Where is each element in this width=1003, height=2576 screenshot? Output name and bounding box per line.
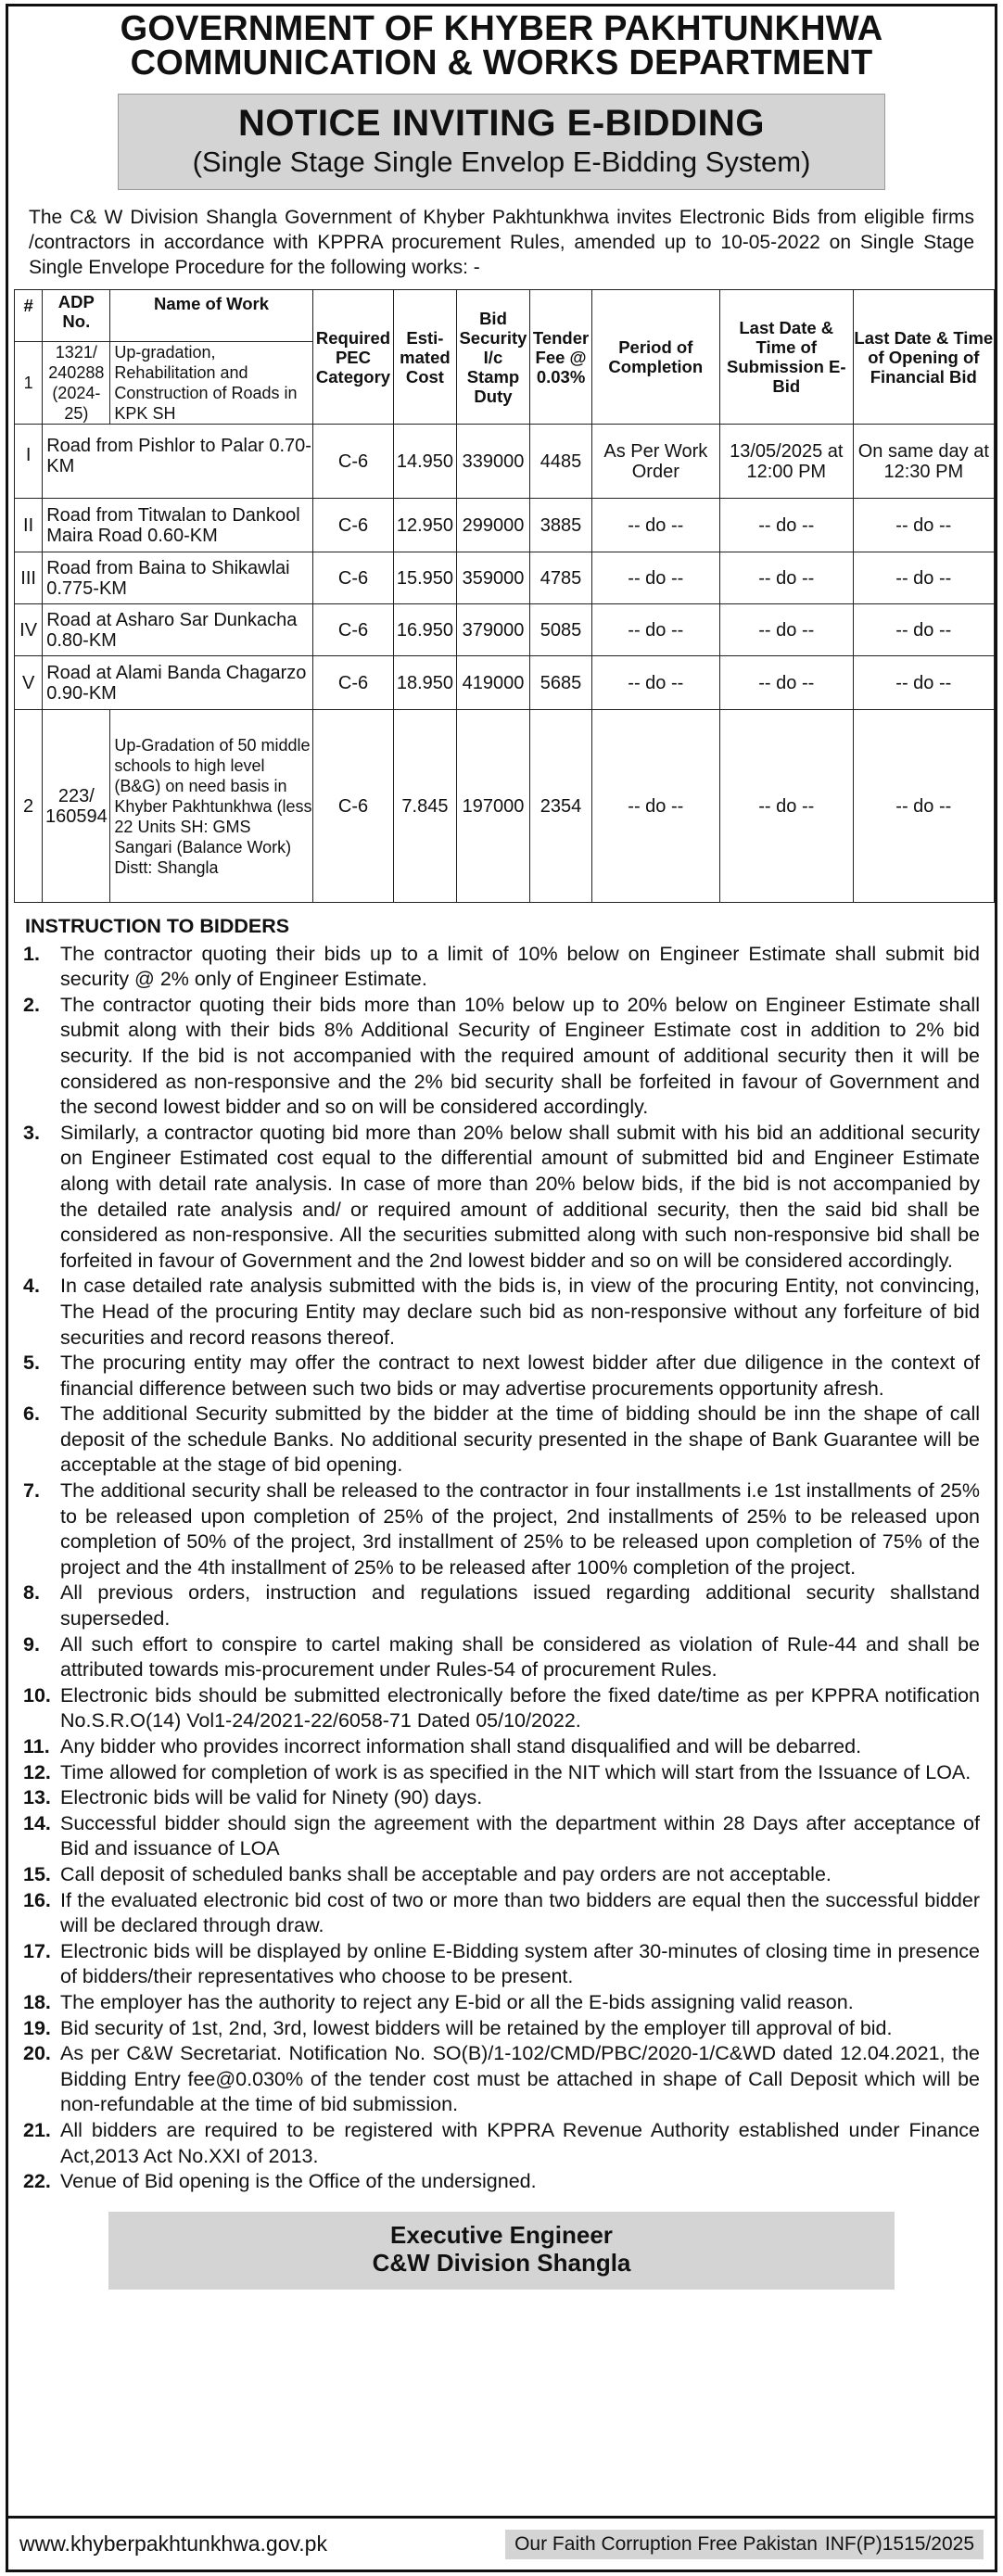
row-security: 299000 xyxy=(456,499,530,552)
notice-subtitle: (Single Stage Single Envelop E-Bidding System) xyxy=(192,146,811,178)
instruction-text: Electronic bids should be submitted electronically before the fixed date/time as per KPPRA notification No.S.R.O(14) Vol1-24/2021-22/6058-71 Dated 05/10/2022. xyxy=(60,1683,980,1732)
instruction-number: 3. xyxy=(23,1121,40,1144)
instructions-list xyxy=(21,942,980,2195)
instruction-item xyxy=(21,993,980,1121)
footer-bar xyxy=(8,2516,995,2570)
instruction-text: The contractor quoting their bids up to a limit of 10% below on Engineer Estimate shall submit bid security @ 2% only of Engineer Estimate. xyxy=(60,942,980,991)
instruction-number: 15. xyxy=(23,1862,51,1885)
works-table xyxy=(14,289,995,903)
instruction-item xyxy=(21,1683,980,1734)
header-bid-security: Bid Security I/c Stamp Duty xyxy=(456,290,530,425)
row-num: V xyxy=(15,656,43,710)
row-name: Road at Asharo Sar Dunkacha 0.80-KM xyxy=(43,604,312,656)
signature-block xyxy=(108,2212,895,2290)
instruction-item xyxy=(21,1939,980,1990)
row-cost: 12.950 xyxy=(394,499,456,552)
row-num: II xyxy=(15,499,43,552)
notice-page xyxy=(6,4,997,2572)
instruction-number: 7. xyxy=(23,1479,40,1503)
instruction-item xyxy=(21,1811,980,1862)
row-num: III xyxy=(15,552,43,604)
row-num: IV xyxy=(15,604,43,656)
instruction-text: All such effort to conspire to cartel making shall be considered as violation of Rule-44 and shall be attributed towards mis-procurement under Rules-54 of procurement Rules. xyxy=(60,1632,980,1681)
table-row xyxy=(15,499,995,552)
row-fee: 4485 xyxy=(530,425,591,499)
row-security: 359000 xyxy=(456,552,530,604)
header-last-opening: Last Date & Time of Opening of Financial Bid xyxy=(853,290,994,425)
row-fee: 3885 xyxy=(530,499,591,552)
instructions-heading: INSTRUCTION TO BIDDERS xyxy=(25,915,290,937)
row-period: -- do -- xyxy=(591,710,719,903)
instruction-item xyxy=(21,1478,980,1580)
row-name: Road from Baina to Shikawlai 0.775-KM xyxy=(43,552,312,604)
row-name: Road at Alami Banda Chagarzo 0.90-KM xyxy=(43,656,312,710)
instruction-item xyxy=(21,2118,980,2169)
instruction-number: 17. xyxy=(23,1939,51,1962)
instruction-number: 4. xyxy=(23,1275,40,1298)
instruction-number: 5. xyxy=(23,1351,40,1375)
row-pec: C-6 xyxy=(312,604,394,656)
row-adp: 223/ 160594 xyxy=(43,710,110,903)
instruction-number: 1. xyxy=(23,942,40,965)
instructions-section xyxy=(21,914,980,2195)
row-name: Up-Gradation of 50 middle schools to high level (B&G) on need basis in Khyber Pakhtunkhwa (less 22 Units SH: GMS Sangari (Balance Work) Distt: Shangla xyxy=(110,710,312,903)
instruction-number: 2. xyxy=(23,993,40,1016)
row-period: -- do -- xyxy=(591,656,719,710)
instruction-item xyxy=(21,1632,980,1683)
instruction-text: Any bidder who provides incorrect information shall stand disqualified and will be debarred. xyxy=(60,1735,862,1758)
row-name: Road from Titwalan to Dankool Maira Road 0.60-KM xyxy=(43,499,312,552)
row-opening: -- do -- xyxy=(853,499,994,552)
government-line: GOVERNMENT OF KHYBER PAKHTUNKHWA xyxy=(120,9,883,48)
row-submission: 13/05/2025 at 12:00 PM xyxy=(719,425,853,499)
instruction-text: The employer has the authority to reject any E-bid or all the E-bids assigning valid reason. xyxy=(60,1990,854,2013)
row-fee: 4785 xyxy=(530,552,591,604)
header-adp: ADP No. xyxy=(43,290,110,342)
instruction-item xyxy=(21,1351,980,1402)
instruction-item xyxy=(21,1121,980,1275)
instruction-number: 14. xyxy=(23,1811,51,1834)
row-submission: -- do -- xyxy=(719,552,853,604)
header-cost: Esti-mated Cost xyxy=(394,290,456,425)
instruction-item xyxy=(21,2169,980,2195)
instruction-text: As per C&W Secretariat. Notification No. SO(B)/1-102/CMD/PBC/2020-1/C&WD dated 12.04.2021, the Bidding Entry fee@0.030% of the tender cost must be attached in shape of Call Deposit which will be non-refundable at the time of bid submission. xyxy=(60,2042,980,2116)
row-num: 2 xyxy=(15,710,43,903)
intro-paragraph: The C& W Division Shangla Government of Khyber Pakhtunkhwa invites Electronic Bids from eligible firms /contractors in accordance with KPPRA procurement Rules, amended up to 10-05-2022 on Single Stage Single Envelope Procedure for the following works: - xyxy=(29,207,974,278)
row-opening: On same day at 12:30 PM xyxy=(853,425,994,499)
instruction-text: Bid security of 1st, 2nd, 3rd, lowest bidders will be retained by the employer till approval of bid. xyxy=(60,2016,893,2039)
row-submission: -- do -- xyxy=(719,710,853,903)
group-name: Up-gradation, Rehabilitation and Construction of Roads in KPK SH xyxy=(110,342,312,425)
row-period: -- do -- xyxy=(591,552,719,604)
table-row xyxy=(15,604,995,656)
instruction-item xyxy=(21,1990,980,2016)
row-submission: -- do -- xyxy=(719,499,853,552)
row-pec: C-6 xyxy=(312,552,394,604)
row-cost: 15.950 xyxy=(394,552,456,604)
instruction-item xyxy=(21,1760,980,1786)
row-name: Road from Pishlor to Palar 0.70-KM xyxy=(43,425,312,499)
instruction-item xyxy=(21,2041,980,2118)
row-opening: -- do -- xyxy=(853,552,994,604)
group-adp: 1321/ 240288 (2024-25) xyxy=(43,342,110,425)
row-period: -- do -- xyxy=(591,604,719,656)
reference-number: INF(P)1515/2025 xyxy=(824,2532,974,2555)
instruction-text: The additional security shall be released to the contractor in four installments i.e 1st installments of 25% to be released upon completion of 25% of the project, 2nd installments of 25% to be released upon completion of 50% of the project, 3rd installment of 25% to be released upon completion of 75% of the project and the 4th installment of 25% to be released after 100% completion of the project. xyxy=(60,1479,980,1579)
table-row xyxy=(15,656,995,710)
notice-title: NOTICE INVITING E-BIDDING xyxy=(237,103,766,144)
table-row xyxy=(15,710,995,903)
instruction-text: Time allowed for completion of work is as specified in the NIT which will start from the Issuance of LOA. xyxy=(60,1760,971,1783)
instruction-number: 22. xyxy=(23,2170,51,2193)
instruction-item xyxy=(21,1888,980,1939)
instruction-text: The additional Security submitted by the bidder at the time of bidding should be inn the shape of call deposit of the schedule Banks. No additional security presented in the shape of Bank Guarantee will be acceptable at the stage of bid opening. xyxy=(60,1402,980,1477)
instruction-item xyxy=(21,1402,980,1478)
header-name-of-work: Name of Work xyxy=(110,290,312,342)
instruction-number: 16. xyxy=(23,1888,51,1911)
row-cost: 18.950 xyxy=(394,656,456,710)
instruction-number: 11. xyxy=(23,1735,50,1758)
group-num: 1 xyxy=(15,342,43,425)
instruction-text: If the evaluated electronic bid cost of two or more than two bidders are equal then the successful bidder will be declared through draw. xyxy=(60,1888,980,1937)
slogan-text: Our Faith Corruption Free Pakistan xyxy=(514,2532,818,2555)
row-pec: C-6 xyxy=(312,656,394,710)
row-submission: -- do -- xyxy=(719,656,853,710)
instruction-text: All previous orders, instruction and regulations issued regarding additional security shallstand superseded. xyxy=(60,1581,980,1631)
row-submission: -- do -- xyxy=(719,604,853,656)
signatory-office: C&W Division Shangla xyxy=(372,2248,631,2277)
instruction-text: The procuring entity may offer the contract to next lowest bidder after due diligence in the context of financial difference between such two bids or may advertise procurements opportunity afresh. xyxy=(60,1351,980,1400)
instruction-text: Venue of Bid opening is the Office of the undersigned. xyxy=(60,2170,537,2193)
signatory-title: Executive Engineer xyxy=(390,2220,613,2249)
header-tender-fee: Tender Fee @ 0.03% xyxy=(530,290,591,425)
instruction-number: 9. xyxy=(23,1632,40,1656)
instruction-item xyxy=(21,1274,980,1351)
instruction-text: Call deposit of scheduled banks shall be acceptable and pay orders are not acceptable. xyxy=(60,1862,832,1885)
department-line: COMMUNICATION & WORKS DEPARTMENT xyxy=(130,44,873,82)
row-security: 379000 xyxy=(456,604,530,656)
government-title xyxy=(8,9,995,82)
row-security: 197000 xyxy=(456,710,530,903)
row-fee: 5085 xyxy=(530,604,591,656)
instruction-number: 21. xyxy=(23,2118,51,2141)
row-num: I xyxy=(15,425,43,499)
instruction-item xyxy=(21,2016,980,2042)
website-link[interactable]: www.khyberpakhtunkhwa.gov.pk xyxy=(19,2532,327,2556)
header-num: # xyxy=(15,290,43,342)
instruction-text: In case detailed rate analysis submitted with the bids is, in view of the procuring Entity, not convincing, The Head of the procuring Entity may declare such bid as non-responsive without any forfeiture of bid securities and record reasons thereof. xyxy=(60,1275,980,1349)
instruction-number: 18. xyxy=(23,1990,51,2013)
table-row xyxy=(15,552,995,604)
instruction-text: Successful bidder should sign the agreement with the department within 28 Days after acceptance of Bid and issuance of LOA xyxy=(60,1811,980,1860)
header-period: Period of Completion xyxy=(591,290,719,425)
table-header-row xyxy=(15,290,995,342)
row-opening: -- do -- xyxy=(853,710,994,903)
instruction-number: 10. xyxy=(23,1683,51,1707)
instruction-number: 12. xyxy=(23,1760,51,1783)
row-period: As Per Work Order xyxy=(591,425,719,499)
instruction-number: 13. xyxy=(23,1786,51,1809)
instruction-text: Electronic bids will be displayed by online E-Bidding system after 30-minutes of closing time in presence of bidders/their representatives who choose to be present. xyxy=(60,1939,980,1988)
header-last-submission: Last Date & Time of Submission E-Bid xyxy=(719,290,853,425)
instruction-item xyxy=(21,1862,980,1888)
instruction-item xyxy=(21,1734,980,1760)
row-security: 339000 xyxy=(456,425,530,499)
notice-heading-box xyxy=(118,94,885,190)
row-cost: 7.845 xyxy=(394,710,456,903)
table-row xyxy=(15,425,995,499)
instruction-item xyxy=(21,1785,980,1811)
instruction-item xyxy=(21,942,980,993)
instruction-number: 8. xyxy=(23,1581,40,1605)
row-pec: C-6 xyxy=(312,710,394,903)
instruction-number: 6. xyxy=(23,1402,40,1426)
slogan-box xyxy=(505,2530,984,2559)
row-cost: 14.950 xyxy=(394,425,456,499)
instruction-number: 20. xyxy=(23,2042,51,2065)
row-security: 419000 xyxy=(456,656,530,710)
row-cost: 16.950 xyxy=(394,604,456,656)
instruction-text: The contractor quoting their bids more than 10% below up to 20% below on Engineer Estimate shall submit along with their bids 8% Additional Security of Engineer Estimate cost in addition to 2% bid security. If the bid is not accompanied with the required amount of additional security then it will be considered as non-responsive and the 2% bid security shall be forfeited in favour of Government and the second lowest bidder and so on will be considered accordingly. xyxy=(60,993,980,1119)
instruction-text: Electronic bids will be valid for Ninety (90) days. xyxy=(60,1786,483,1809)
row-period: -- do -- xyxy=(591,499,719,552)
row-pec: C-6 xyxy=(312,425,394,499)
instruction-item xyxy=(21,1580,980,1631)
row-opening: -- do -- xyxy=(853,656,994,710)
row-fee: 5685 xyxy=(530,656,591,710)
row-opening: -- do -- xyxy=(853,604,994,656)
instruction-text: All bidders are required to be registered with KPPRA Revenue Authority established under Finance Act,2013 Act No.XXI of 2013. xyxy=(60,2118,980,2167)
row-fee: 2354 xyxy=(530,710,591,903)
instruction-text: Similarly, a contractor quoting bid more than 20% below shall submit with his bid an additional security on Engineer Estimated cost equal to the differential amount of submitted bid and Engineer Estimate along with detail rate analysis. In case of more than 20% below bids, if the bid is not accompanied by the detailed rate analysis and/ or required amount of additional security, then the said bid shall be considered as non-responsive. All the securities submitted along with such non-responsive bid shall be forfeited in favour of Government and the 2nd lowest bidder and so on will be considered accordingly. xyxy=(60,1121,980,1272)
instruction-number: 19. xyxy=(23,2016,51,2039)
row-pec: C-6 xyxy=(312,499,394,552)
header-pec: Required PEC Category xyxy=(312,290,394,425)
footer-right xyxy=(505,2530,984,2559)
